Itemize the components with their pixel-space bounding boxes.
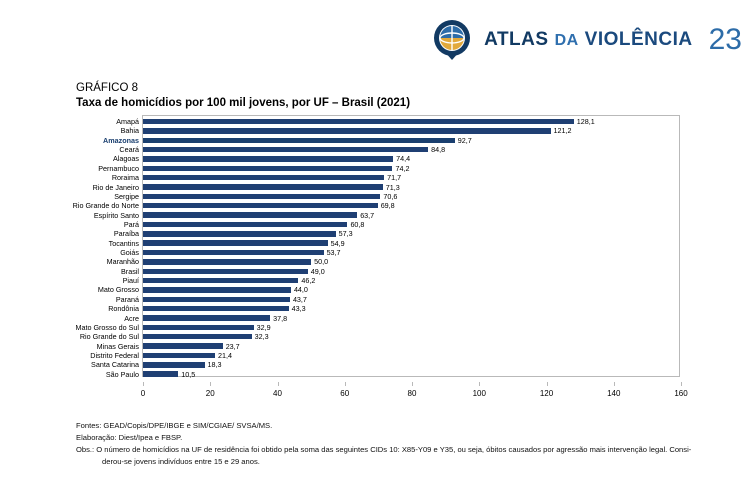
x-tick-label: 60 [340,389,350,398]
note-elaboration: Elaboração: Diest/Ipea e FBSP. [76,433,183,442]
note-obs-line1: Obs.: O número de homicídios na UF de residência foi obtido pela soma das seguintes CIDs 10: X85-Y09 e Y35, ou seja, óbitos causados por agressão mais intervenção legal. Consi- [76,445,692,454]
x-tick-label: 160 [674,389,688,398]
bar-row [108,238,679,248]
bar-row [121,266,679,276]
bar-value-label: 32,9 [256,322,271,332]
bar-value-label: 53,7 [326,248,341,257]
category-label: Alagoas [113,154,139,164]
bar-row [111,173,679,183]
bar-row [113,229,679,239]
x-tick-mark [479,382,480,386]
bar [143,259,311,264]
chart-figure-label: GRÁFICO 8 [76,82,138,94]
category-label: Rondônia [108,304,139,314]
plot-area [72,115,688,398]
bar-row [108,304,679,314]
bar-row [120,126,679,136]
document-header [430,18,742,62]
bar-value-label: 32,3 [254,332,269,342]
bar-row [90,350,679,360]
category-label: Mato Grosso [97,285,139,295]
category-label: Pará [123,219,139,229]
category-label: Brasil [121,266,139,276]
x-tick-label: 120 [539,389,554,398]
category-label: Ceará [119,145,139,155]
bar [143,119,574,124]
bar [143,128,551,133]
page-number: 23 [708,23,742,56]
bar-value-label: 92,7 [457,135,472,145]
bar [143,184,383,189]
bar-value-label: 57,3 [338,229,353,239]
category-label: Sergipe [114,191,139,201]
bar [143,147,428,152]
category-label: Mato Grosso do Sul [75,322,139,332]
bar-value-label: 128,1 [576,117,595,126]
bar-row [79,332,679,342]
x-tick-mark [278,382,279,386]
bar [143,325,254,330]
category-label: Goiás [120,248,139,257]
bar-row [122,276,679,286]
bar [143,278,298,283]
x-tick-label: 80 [407,389,417,398]
bar [143,138,455,143]
x-tick-label: 40 [273,389,282,398]
category-label: Amapá [116,117,139,126]
bar [143,194,380,199]
x-axis-ticks [140,376,688,398]
note-sources: Fontes: GEAD/Copis/DPE/IBGE e SIM/CGIAE/ SVSA/MS. [76,421,273,430]
category-label: Pernambuco [98,163,139,173]
bar [143,343,223,348]
x-tick-mark [412,382,413,386]
bar-row [96,341,679,351]
category-label: Rio Grande do Norte [72,201,139,211]
bar-row [115,294,679,304]
category-label: Amazonas [103,135,139,145]
bar [143,353,215,358]
bar-value-label: 63,7 [360,210,375,220]
bar [143,315,270,320]
category-label: Espírito Santo [93,210,139,220]
bar [143,231,336,236]
category-label: Roraima [111,173,139,183]
bar-value-label: 43,7 [292,294,307,304]
category-label: Maranhão [106,257,139,267]
category-label: Tocantins [108,238,139,248]
bar [143,203,378,208]
bar-row [113,154,679,164]
bar-value-label: 121,2 [553,126,572,136]
x-tick-mark [143,382,144,386]
atlas-shield-icon [430,18,474,62]
x-tick-label: 20 [205,389,215,398]
bar-row [114,191,679,201]
bar-value-label: 46,2 [301,276,316,286]
bar-row [93,210,679,220]
category-label: São Paulo [105,369,139,379]
bar-row [120,248,679,257]
bar-value-label: 50,0 [314,257,329,267]
category-label: Rio de Janeiro [92,182,139,192]
bar-row [91,360,679,370]
x-tick-mark [681,382,682,386]
bar-value-label: 23,7 [225,341,240,351]
bar-value-label: 18,3 [207,360,222,370]
bar-row [124,313,679,323]
x-tick-mark [614,382,615,386]
bar-row [119,145,679,155]
bar-row [98,163,679,173]
category-label: Rio Grande do Sul [79,332,139,342]
bar-value-label: 74,4 [396,154,411,164]
category-label: Minas Gerais [96,341,139,351]
bar-value-label: 60,8 [350,219,365,229]
bar [143,306,289,311]
category-label: Paraná [115,294,139,304]
x-tick-label: 100 [472,389,486,398]
bar-value-label: 69,8 [380,201,395,211]
bar [143,269,308,274]
category-label: Bahia [120,126,139,136]
note-obs-line2: derou-se jovens indivíduos entre 15 e 29 anos. [102,457,260,466]
x-tick-label: 140 [607,389,621,398]
bar-value-label: 21,4 [217,350,232,360]
bar-value-label: 37,8 [273,313,288,323]
brand-wordmark [484,29,692,51]
category-label: Santa Catarina [91,360,139,370]
bar-value-label: 71,3 [385,182,400,192]
bar [143,287,291,292]
bar-row [123,219,679,229]
chart-title: Taxa de homicídios por 100 mil jovens, por UF – Brasil (2021) [76,97,411,109]
category-label: Piauí [122,276,139,286]
bar [143,156,393,161]
bar-row [106,257,679,267]
bar-value-label: 54,9 [330,238,345,248]
bar [143,222,347,227]
bar-value-label: 71,7 [387,173,402,183]
bar-row [116,117,679,126]
bar-value-label: 84,8 [431,145,446,155]
x-tick-mark [210,382,211,386]
bar-row [103,135,679,145]
chart-container [72,115,688,398]
category-label: Paraíba [113,229,139,239]
brand-violencia-text: VIOLÊNCIA [584,29,693,50]
bar [143,362,205,367]
bar [143,212,357,217]
chart-footnotes [76,420,716,468]
bar-value-label: 44,0 [293,285,308,295]
bar-row [75,322,679,332]
bar-row [97,285,679,295]
bar [143,250,324,255]
bar [143,240,328,245]
bar [143,175,384,180]
brand-atlas-text: ATLAS [484,29,549,50]
bar-value-label: 10,5 [181,369,196,379]
bar [143,297,290,302]
x-tick-label: 0 [140,389,146,398]
category-label: Distrito Federal [90,350,139,360]
brand-da-text: DA [554,32,579,49]
bar-row [92,182,679,192]
x-tick-mark [345,382,346,386]
bar-value-label: 74,2 [395,163,410,173]
bar-value-label: 70,6 [383,191,398,201]
bar [143,166,392,171]
bar [143,334,252,339]
bar-row [72,201,679,211]
bar-value-label: 43,3 [291,304,306,314]
x-tick-mark [547,382,548,386]
bar-value-label: 49,0 [310,266,325,276]
category-label: Acre [124,313,139,323]
